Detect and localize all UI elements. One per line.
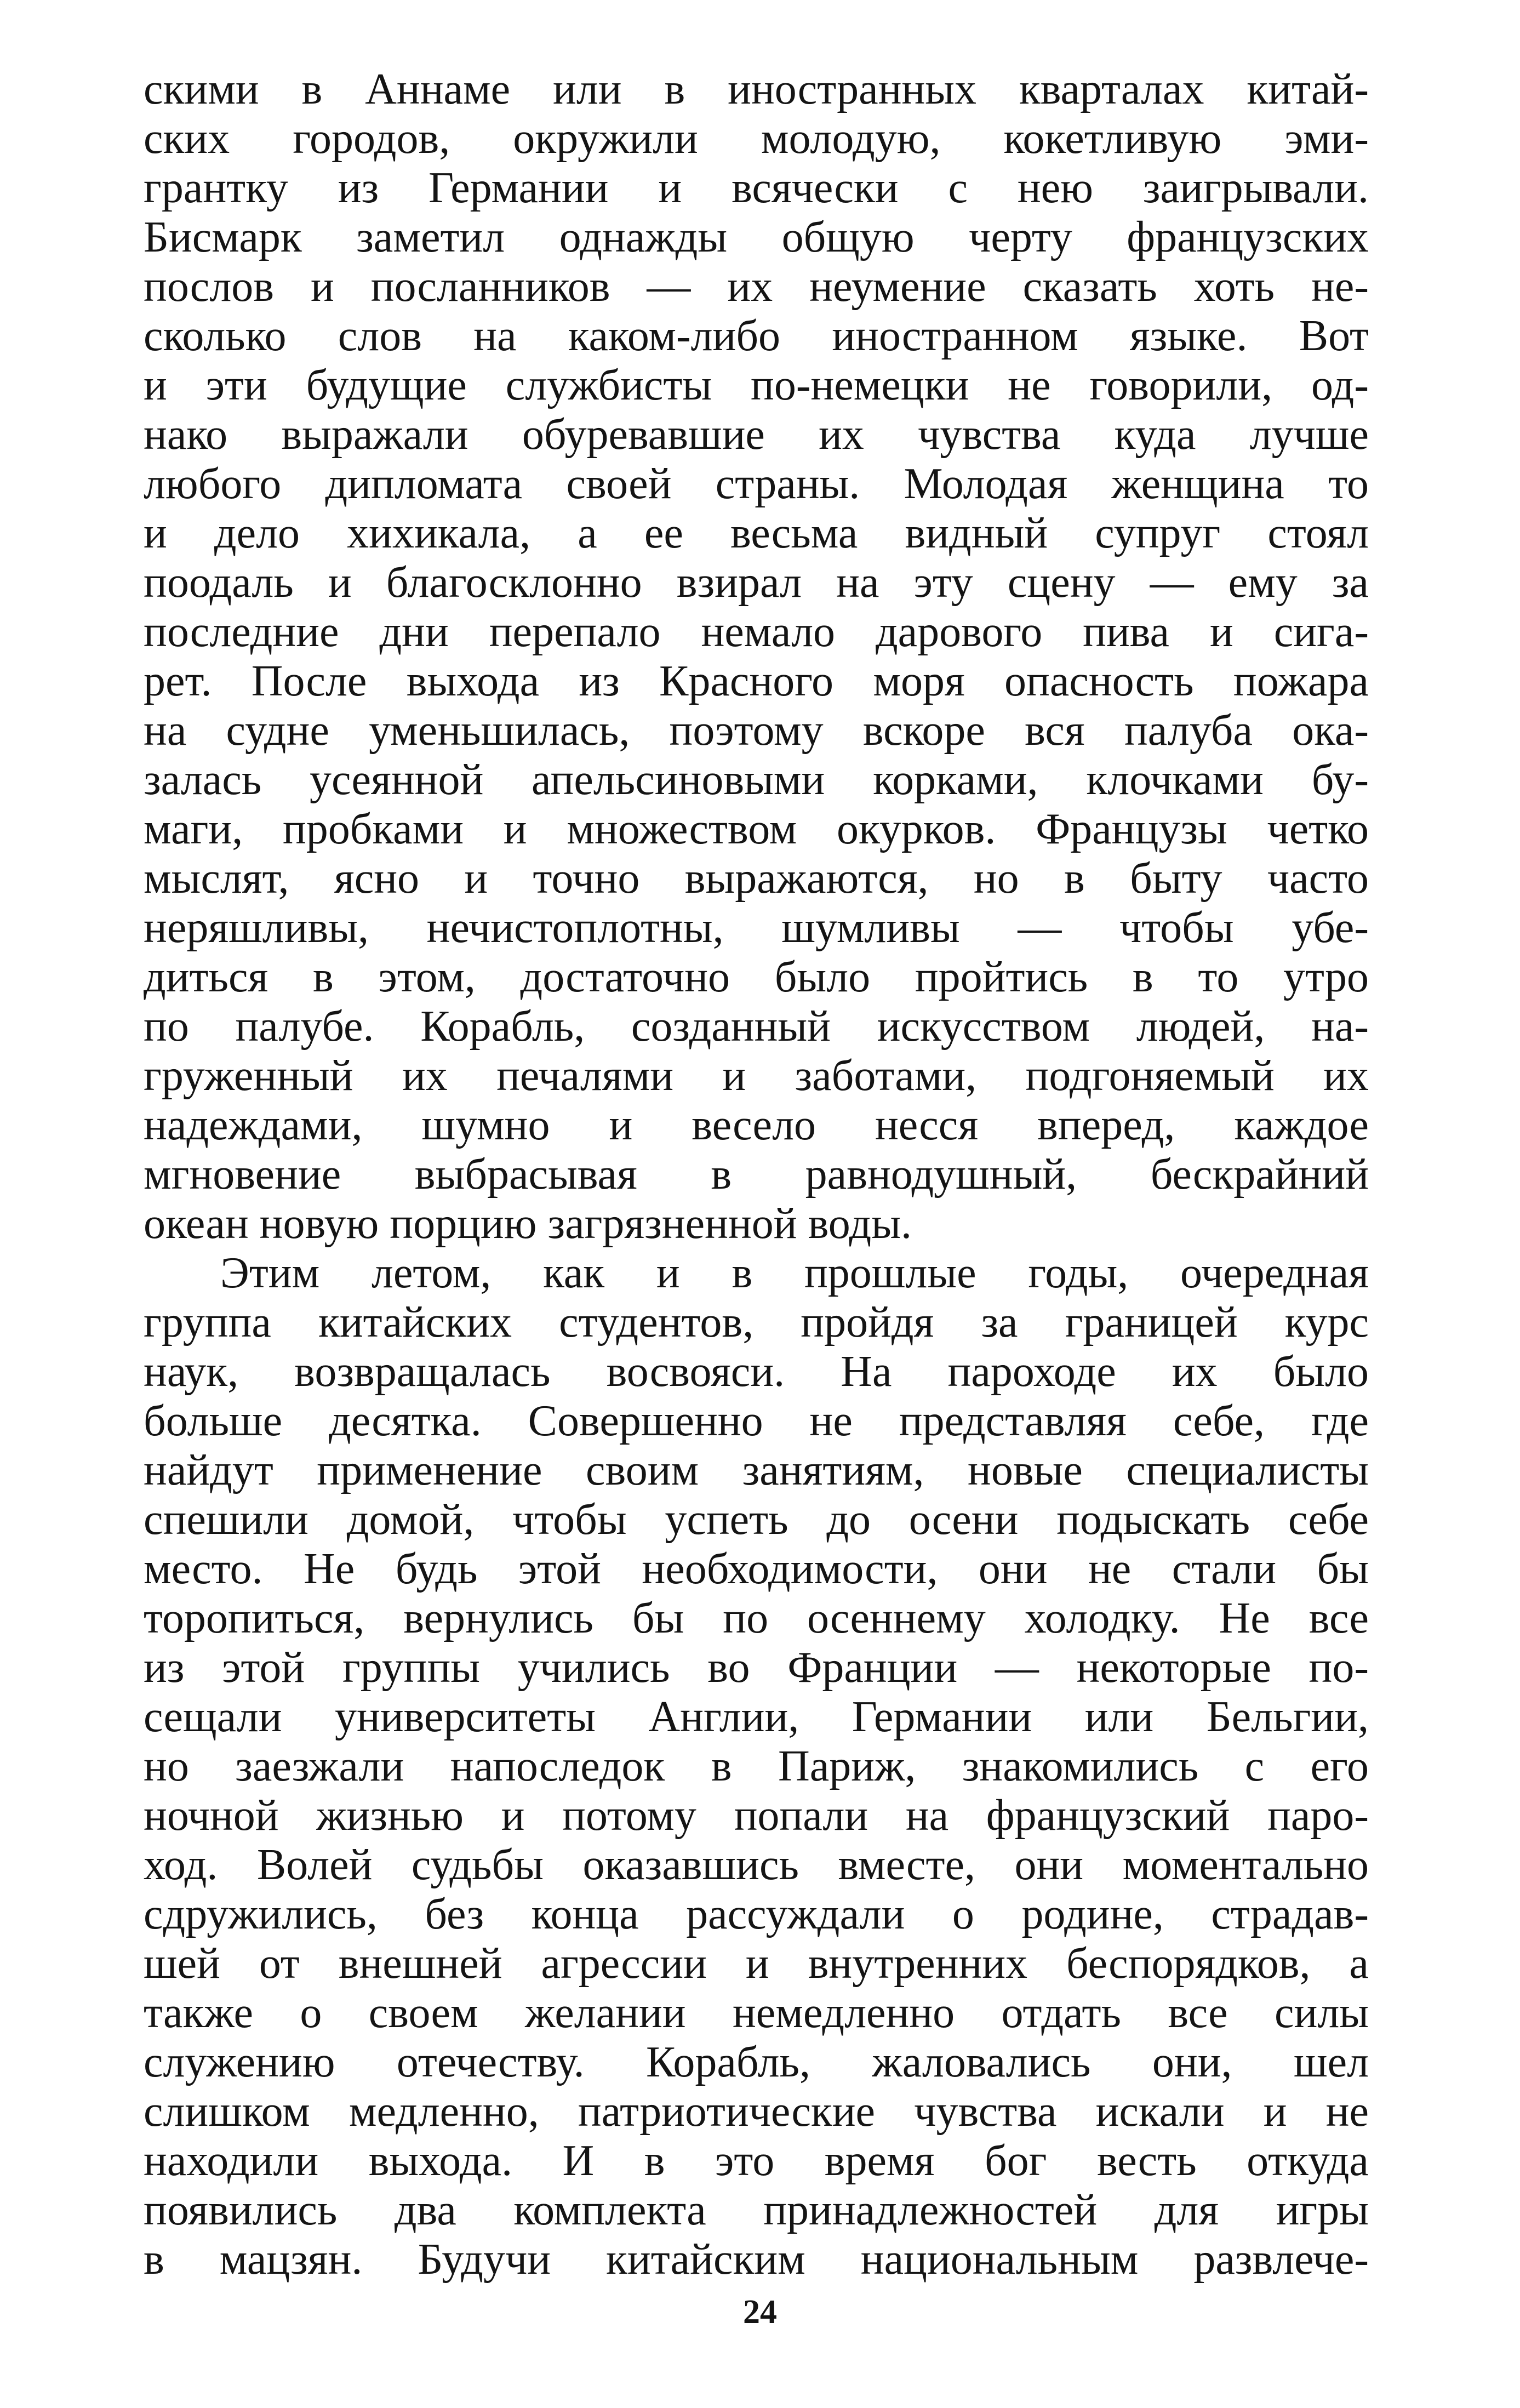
text-line: служению отечеству. Корабль, жаловались они, шел	[144, 2038, 1369, 2086]
text-line: слишком медленно, патриотические чувства искали и не	[144, 2087, 1369, 2136]
text-line: торопиться, вернулись бы по осеннему холодку. Не все	[144, 1594, 1369, 1642]
text-line: рет. После выхода из Красного моря опасность пожара	[144, 657, 1369, 705]
text-line: сколько слов на каком-либо иностранном языке. Вот	[144, 312, 1369, 360]
text-line: ночной жизнью и потому попали на французский паро-	[144, 1791, 1369, 1840]
text-line: и дело хихикала, а ее весьма видный супруг стоял	[144, 509, 1369, 557]
text-line: мыслят, ясно и точно выражаются, но в быту часто	[144, 854, 1369, 903]
text-line: находили выхода. И в это время бог весть откуда	[144, 2137, 1369, 2185]
text-line: неряшливы, нечистоплотны, шумливы — чтобы убе-	[144, 904, 1369, 952]
text-line: место. Не будь этой необходимости, они не стали бы	[144, 1545, 1369, 1593]
text-line: нако выражали обуревавшие их чувства куда лучше	[144, 410, 1369, 459]
text-line: спешили домой, чтобы успеть до осени подыскать себе	[144, 1496, 1369, 1544]
text-line: наук, возвращалась восвояси. На пароходе их было	[144, 1348, 1369, 1396]
text-line: залась усеянной апельсиновыми корками, клочками бу-	[144, 756, 1369, 804]
text-line: группа китайских студентов, пройдя за границей курс	[144, 1298, 1369, 1346]
text-line: грантку из Германии и всячески с нею заигрывали.	[144, 164, 1369, 212]
text-line: Бисмарк заметил однажды общую черту французских	[144, 213, 1369, 261]
text-line: на судне уменьшилась, поэтому вскоре вся палуба ока-	[144, 706, 1369, 755]
text-line: в мацзян. Будучи китайским национальным развлече-	[144, 2235, 1369, 2284]
text-line: сещали университеты Англии, Германии или Бельгии,	[144, 1693, 1369, 1741]
text-line: шей от внешней агрессии и внутренних беспорядков, а	[144, 1939, 1369, 1988]
text-line: по палубе. Корабль, созданный искусством людей, на-	[144, 1002, 1369, 1051]
text-line: послов и посланников — их неумение сказать хоть не-	[144, 263, 1369, 311]
text-line: последние дни перепало немало дарового пива и сига-	[144, 608, 1369, 656]
text-line: мгновение выбрасывая в равнодушный, бескрайний	[144, 1150, 1369, 1199]
text-line: больше десятка. Совершенно не представляя себе, где	[144, 1397, 1369, 1445]
text-line: из этой группы учились во Франции — некоторые по-	[144, 1644, 1369, 1692]
text-line: ход. Волей судьбы оказавшись вместе, они моментально	[144, 1841, 1369, 1889]
text-line: диться в этом, достаточно было пройтись в то утро	[144, 953, 1369, 1001]
text-line: скими в Аннаме или в иностранных кварталах китай-	[144, 65, 1369, 113]
page-number: 24	[743, 2293, 777, 2331]
text-line: но заезжали напоследок в Париж, знакомились с его	[144, 1742, 1369, 1790]
text-line: надеждами, шумно и весело несся вперед, каждое	[144, 1101, 1369, 1149]
text-line: океан новую порцию загрязненной воды.	[144, 1200, 912, 1248]
text-line: груженный их печалями и заботами, подгоняемый их	[144, 1052, 1369, 1100]
text-line: ских городов, окружили молодую, кокетливую эми-	[144, 115, 1369, 163]
text-line: сдружились, без конца рассуждали о родине, страдав-	[144, 1890, 1369, 1938]
text-line: Этим летом, как и в прошлые годы, очередная	[220, 1249, 1369, 1297]
text-line: также о своем желании немедленно отдать все силы	[144, 1989, 1369, 2037]
text-line: и эти будущие службисты по-немецки не говорили, од-	[144, 361, 1369, 409]
text-line: поодаль и благосклонно взирал на эту сцену — ему за	[144, 558, 1369, 607]
text-line: найдут применение своим занятиям, новые специалисты	[144, 1446, 1369, 1494]
text-line: появились два комплекта принадлежностей для игры	[144, 2186, 1369, 2234]
text-line: любого дипломата своей страны. Молодая женщина то	[144, 460, 1369, 508]
text-line: маги, пробками и множеством окурков. Французы четко	[144, 805, 1369, 853]
